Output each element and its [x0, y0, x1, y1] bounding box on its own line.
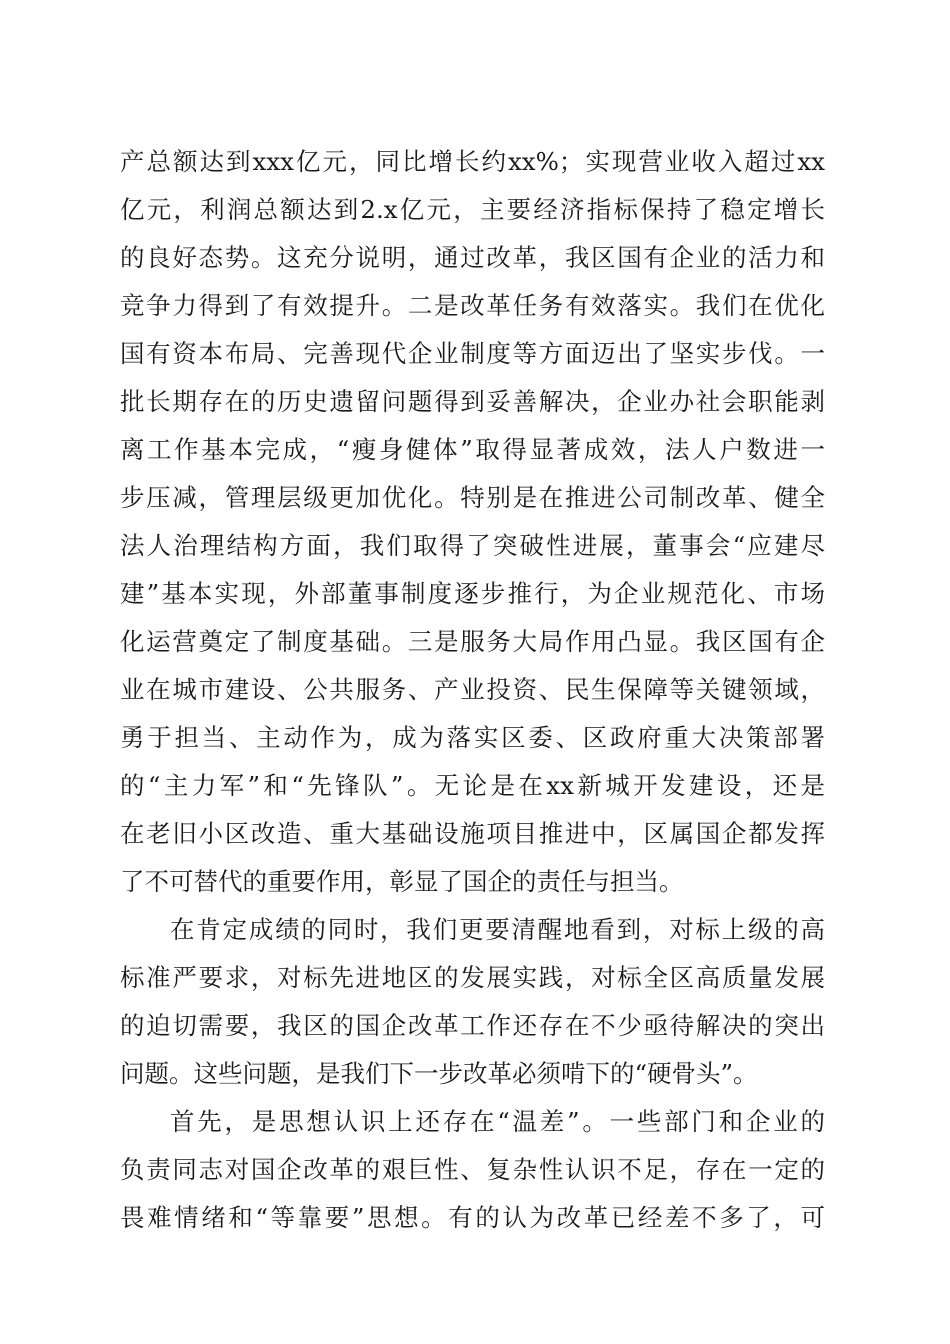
- text-line: 标准严要求，对标先进地区的发展实践，对标全区高质量发展: [120, 963, 825, 992]
- text-line: 批长期存在的历史遗留问题得到妥善解决，企业办社会职能剥: [120, 387, 825, 416]
- text-line: 负责同志对国企改革的艰巨性、复杂性认识不足，存在一定的: [120, 1155, 825, 1184]
- text-line: 产总额达到xxx亿元，同比增长约xx%；实现营业收入超过xx: [120, 147, 825, 176]
- text-line: 在老旧小区改造、重大基础设施项目推进中，区属国企都发挥: [120, 819, 825, 848]
- text-line: 的“主力军”和“先锋队”。无论是在xx新城开发建设，还是: [120, 771, 825, 800]
- text-line: 了不可替代的重要作用，彰显了国企的责任与担当。: [120, 867, 684, 896]
- text-line: 步压减，管理层级更加优化。特别是在推进公司制改革、健全: [120, 483, 825, 512]
- text-line: 国有资本布局、完善现代企业制度等方面迈出了坚实步伐。一: [120, 339, 825, 368]
- text-line: 的迫切需要，我区的国企改革工作还存在不少亟待解决的突出: [120, 1011, 825, 1040]
- text-line: 法人治理结构方面，我们取得了突破性进展，董事会“应建尽: [120, 531, 825, 560]
- text-line: 畏难情绪和“等靠要”思想。有的认为改革已经差不多了，可: [120, 1203, 825, 1232]
- text-line: 首先，是思想认识上还存在“温差”。一些部门和企业的: [170, 1107, 825, 1136]
- text-line: 化运营奠定了制度基础。三是服务大局作用凸显。我区国有企: [120, 627, 825, 656]
- text-line: 勇于担当、主动作为，成为落实区委、区政府重大决策部署: [120, 723, 825, 752]
- text-line: 建”基本实现，外部董事制度逐步推行，为企业规范化、市场: [120, 579, 825, 608]
- text-line: 离工作基本完成，“瘦身健体”取得显著成效，法人户数进一: [120, 435, 825, 464]
- text-line: 在肯定成绩的同时，我们更要清醒地看到，对标上级的高: [170, 915, 825, 944]
- text-line: 问题。这些问题，是我们下一步改革必须啃下的“硬骨头”。: [120, 1059, 758, 1088]
- text-line: 的良好态势。这充分说明，通过改革，我区国有企业的活力和: [120, 243, 825, 272]
- text-line: 业在城市建设、公共服务、产业投资、民生保障等关键领域，: [120, 675, 825, 704]
- text-line: 亿元，利润总额达到2.x亿元，主要经济指标保持了稳定增长: [120, 195, 825, 224]
- text-line: 竞争力得到了有效提升。二是改革任务有效落实。我们在优化: [120, 291, 825, 320]
